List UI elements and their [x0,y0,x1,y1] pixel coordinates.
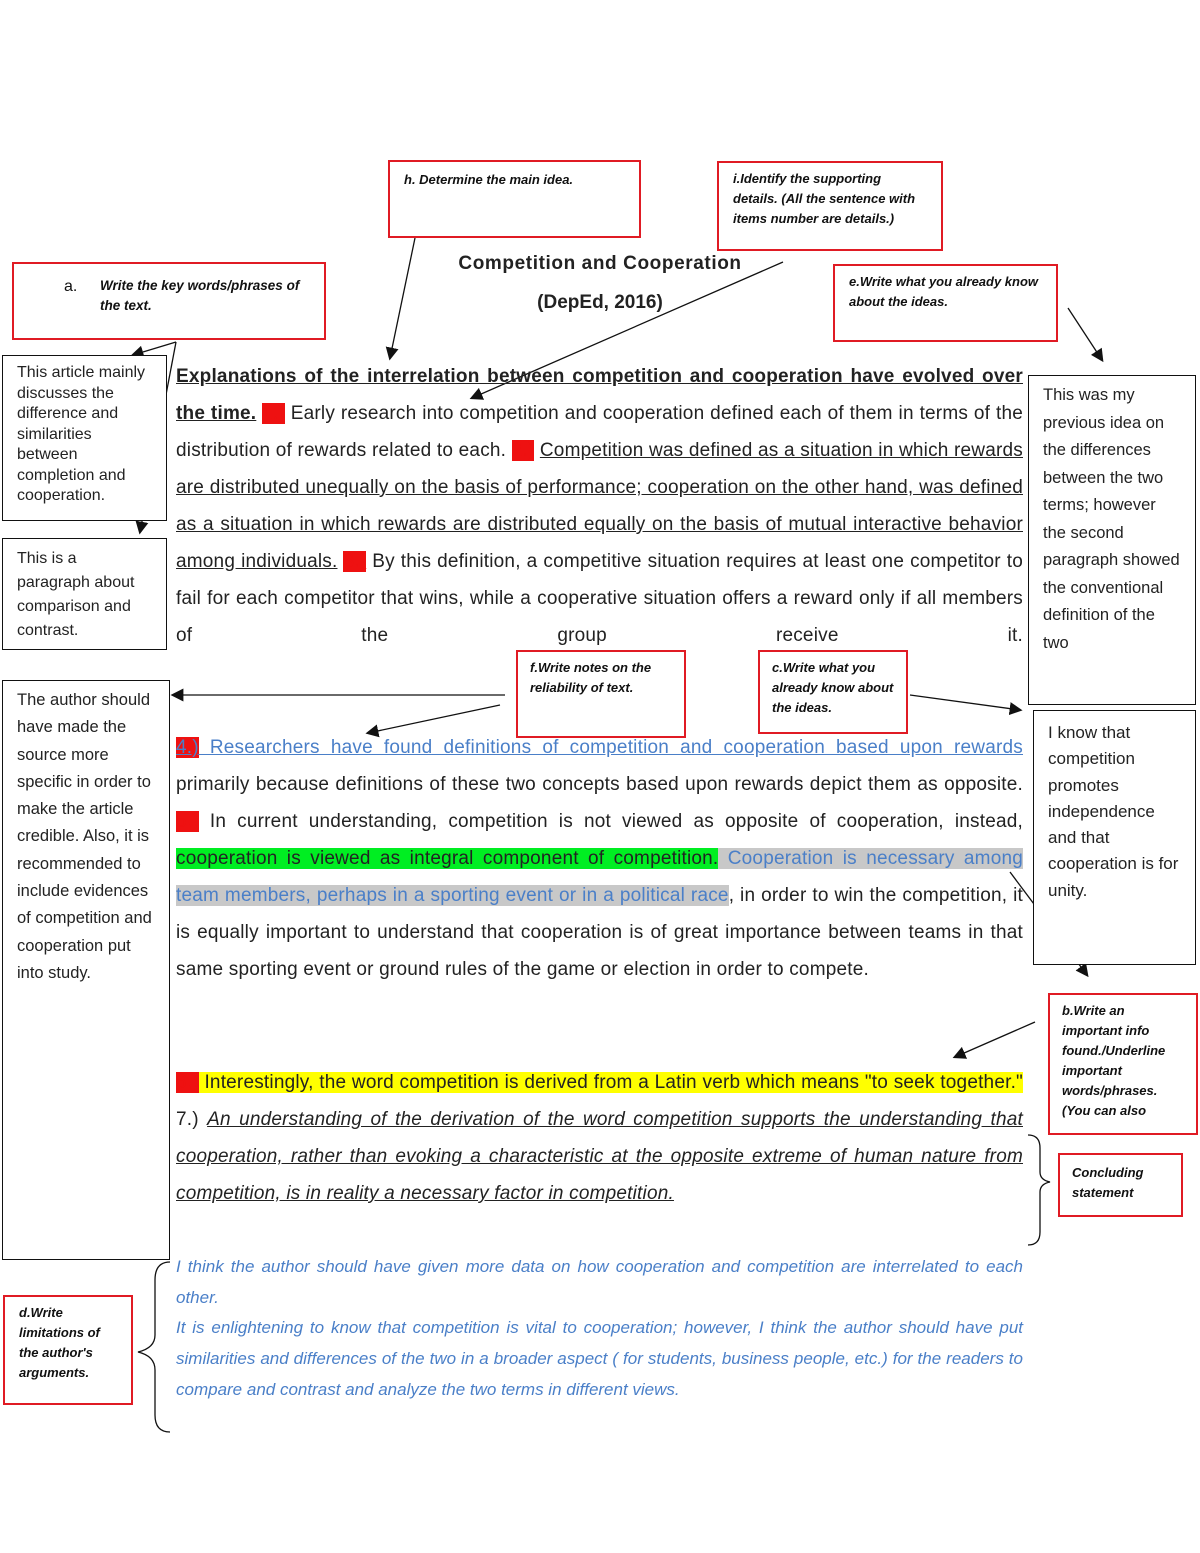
item-number-7: 7.) [176,1109,208,1130]
prompt-d-box: d.Write limitations of the author's arguments. [3,1295,133,1405]
prompt-c-box: c.Write what you already know about the ideas. [758,650,908,734]
sentence-5-highlight-gray: Cooperation is necessary among team members, perhaps in a sporting event or in a political race [176,848,1023,906]
sentence-4-underlined: Researchers have found definitions of competition and cooperation based upon rewards [198,737,1023,758]
prompt-a-text: Write the key words/phrases of the text. [100,278,300,313]
side-note-previous-idea: This was my previous idea on the differences between the two terms; however the second paragraph showed the conventional definition of the two [1028,375,1196,705]
topic-sentence: Explanations of the interrelation between competition and cooperation have evolved over the time. [176,366,1023,424]
side-note-reliability: The author should have made the source more specific in order to make the article credible. Also, it is recommended to include evidences of competition and cooperation put into study. [2,680,170,1260]
prompt-a-box [12,262,326,340]
prompt-h-box: h. Determine the main idea. [388,160,641,238]
item-number-2: 2.) [511,440,535,461]
side-note-paragraph-type: This is a paragraph about comparison and contrast. [2,538,167,650]
side-note-prior-knowledge: I know that competition promotes independence and that cooperation is for unity. [1033,710,1196,965]
paragraph-1 [176,358,1023,654]
sentence-5a: In current understanding, competition is not viewed as opposite of cooperation, instead, [198,811,1023,832]
prompt-e-box: e.Write what you already know about the ideas. [833,264,1058,342]
prompt-i-box: i.Identify the supporting details. (All the sentence with items number are details.) [717,161,943,251]
sentence-3: By this definition, a competitive situation requires at least one competitor to fail for each competitor that wins, while a cooperative situation offers a reward only if all members of the group receive it. [176,551,1023,646]
concluding-statement-box: Concluding statement [1058,1153,1183,1217]
sentence-5-highlight-green: cooperation is viewed as integral component of competition. [176,848,719,869]
arrow-e [1068,308,1102,360]
prompt-b-box: b.Write an important info found./Underline important words/phrases. (You can also [1048,993,1198,1135]
limitation-note-2: It is enlightening to know that competition is vital to cooperation; however, I think the author should have put similarities and differences of the two in a broader aspect ( for students, business people, etc.) for the readers to compare and contrast and analyze the two terms in different views. [176,1318,1023,1399]
brace-limitations [138,1262,170,1432]
citation: (DepEd, 2016) [537,292,663,313]
sentence-2: Competition was defined as a situation in which rewards are distributed unequally on the basis of performance; cooperation on the other hand, was defined as a situation in which rewards are distributed equally on the basis of mutual interactive behavior among individuals. [176,440,1023,572]
arrow-a1 [133,342,176,355]
paragraph-3 [176,1064,1023,1212]
sentence-4: primarily because definitions of these two concepts based upon rewards depict them as opposite. [176,774,1023,795]
page-title: Competition and Cooperation [458,253,742,274]
paragraph-2 [176,729,1023,988]
item-number-3: 3.) [343,551,367,572]
sentence-1: Early research into competition and cooperation defined each of them in terms of the distribution of rewards related to each. [176,403,1023,461]
item-number-4: 4.) [176,737,199,758]
item-number-6: 6.) [176,1072,199,1093]
side-note-main-idea: This article mainly discusses the difference and similarities between completion and cooperation. [2,355,167,521]
sentence-5d: , in order to win the competition, it is equally important to understand that cooperation is of great importance between teams in that same sporting event or ground rules of the game or election in order to compete. [176,885,1024,980]
prompt-a-number: a. [64,278,78,295]
brace-concluding [1028,1135,1050,1245]
sentence-6-highlight: Interestingly, the word competition is derived from a Latin verb which means "to seek together." [198,1072,1023,1093]
limitation-note-1: I think the author should have given more data on how cooperation and competition are interrelated to each other. [176,1257,1023,1307]
arrow-c [910,695,1020,710]
arrow-b [955,1022,1035,1057]
concluding-sentence: An understanding of the derivation of the word competition supports the understanding that cooperation, rather than evoking a characteristic at the opposite extreme of human nature from competition, is in reality a necessary factor in competition. [176,1109,1023,1204]
item-number-1: 1.) [262,403,285,424]
prompt-f-box: f.Write notes on the reliability of text. [516,650,686,738]
item-number-5: 5.) [176,811,199,832]
